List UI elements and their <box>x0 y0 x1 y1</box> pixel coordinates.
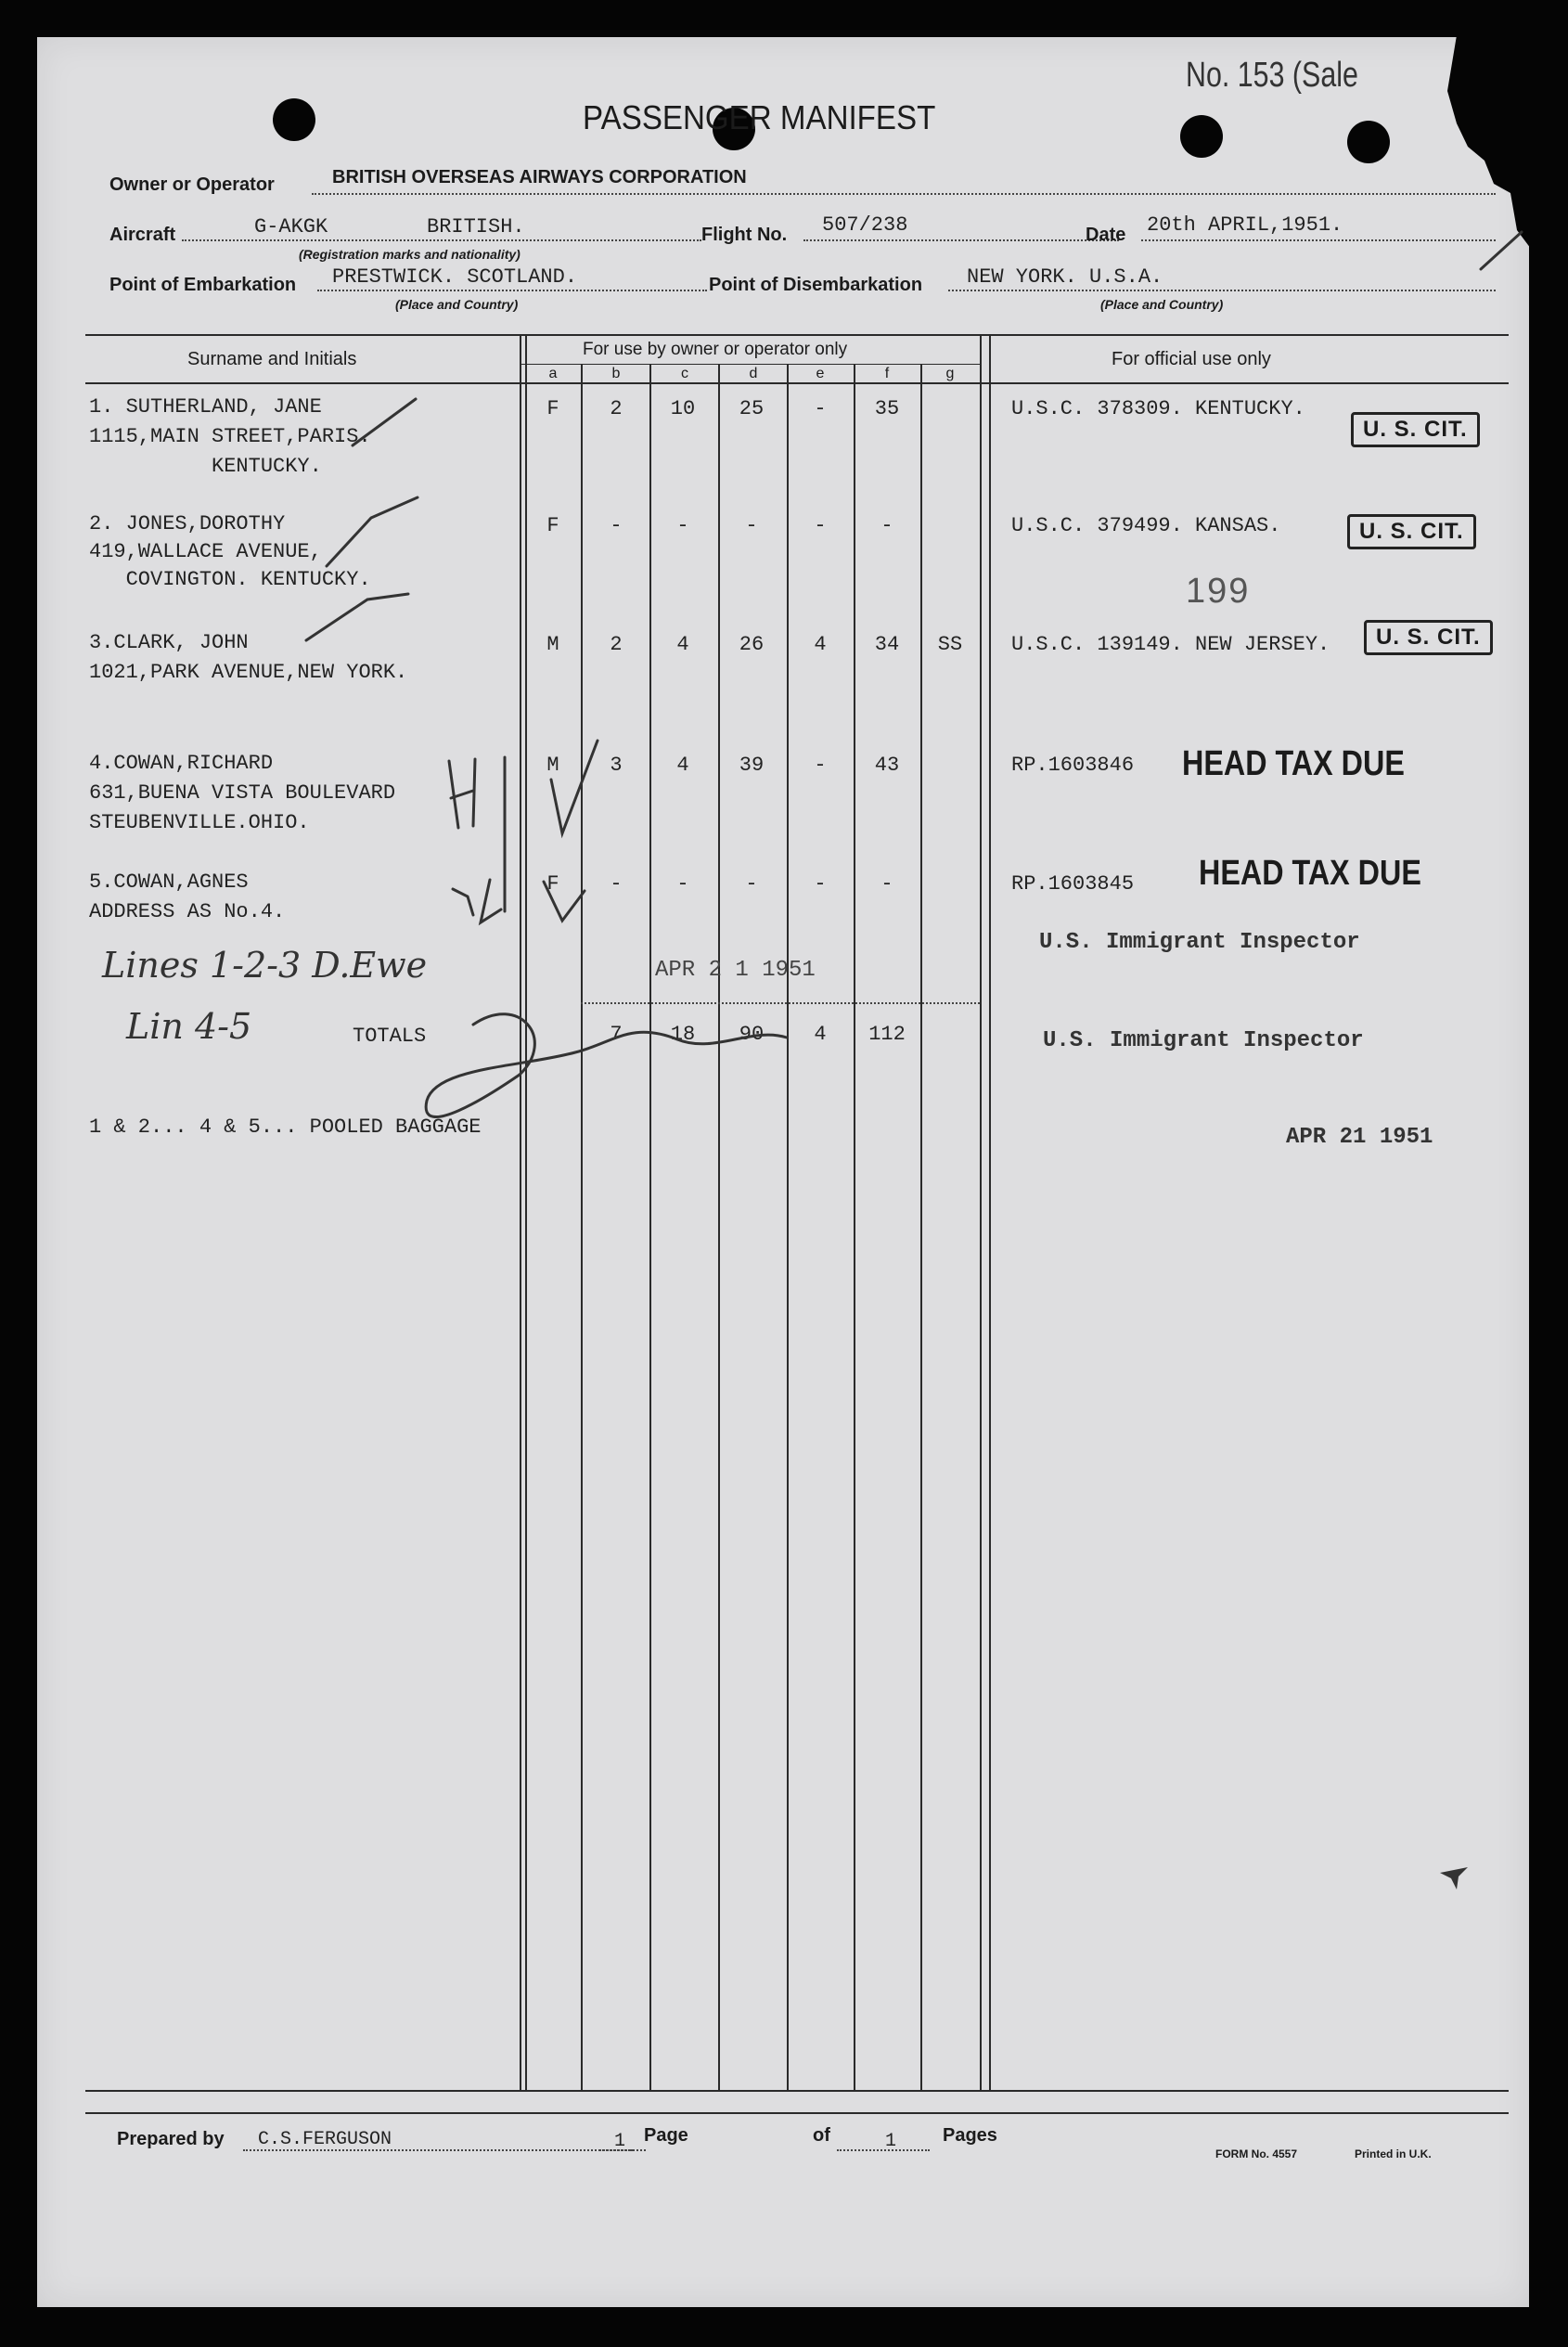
cell-c: 4 <box>676 754 689 777</box>
of-label: of <box>813 2125 830 2146</box>
passenger-line: COVINGTON. KENTUCKY. <box>89 568 371 591</box>
passenger-line: 1115,MAIN STREET,PARIS. <box>89 425 371 448</box>
cell-f: 43 <box>874 754 900 777</box>
passenger-line: 2. JONES,DOROTHY <box>89 512 286 535</box>
prepared-by-label: Prepared by <box>117 2129 225 2149</box>
cell-f: - <box>880 872 893 896</box>
cell-e: - <box>814 872 827 896</box>
cell-g: SS <box>937 633 963 656</box>
column-header-g: g <box>945 366 955 381</box>
column-header-f: f <box>884 366 890 381</box>
form-number: FORM No. 4557 <box>1215 2147 1298 2160</box>
footer-top-rule <box>85 2112 1509 2114</box>
pages-label: Pages <box>943 2125 997 2146</box>
owner-value: BRITISH OVERSEAS AIRWAYS CORPORATION <box>332 167 747 187</box>
date-stamp-center: APR 2 1 1951 <box>655 958 816 983</box>
page-number: 1 <box>614 2131 626 2152</box>
head-tax-stamp: HEAD TAX DUE <box>1182 744 1405 783</box>
aircraft-nationality: BRITISH. <box>427 215 525 239</box>
column-header-b: b <box>611 366 621 381</box>
owner-use-header: For use by owner or operator only <box>583 340 848 359</box>
passenger-line: 3.CLARK, JOHN <box>89 631 249 654</box>
cell-e: - <box>814 397 827 420</box>
official-use-header: For official use only <box>1112 349 1271 369</box>
cell-f: - <box>880 514 893 537</box>
official-entry: RP.1603846 <box>1011 754 1135 777</box>
passenger-line: 5.COWAN,AGNES <box>89 870 249 894</box>
cell-a: F <box>546 397 559 420</box>
passenger-line: 1. SUTHERLAND, JANE <box>89 395 322 419</box>
page-label: Page <box>644 2125 688 2146</box>
totals-label: TOTALS <box>353 1025 427 1048</box>
totals-d: 90 <box>739 1023 765 1046</box>
manifest-sheet <box>37 37 1529 2307</box>
handwritten-note-lines-4-5: Lin 4-5 <box>126 1006 252 1047</box>
printed-in-uk: Printed in U.K. <box>1355 2147 1432 2160</box>
cell-f: 35 <box>874 397 900 420</box>
official-entry: RP.1603845 <box>1011 872 1135 896</box>
cell-a: F <box>546 514 559 537</box>
page-title: PASSENGER MANIFEST <box>583 98 936 136</box>
cell-e: - <box>814 754 827 777</box>
cell-f: 34 <box>874 633 900 656</box>
surname-header: Surname and Initials <box>187 349 357 369</box>
flight-label: Flight No. <box>701 225 788 245</box>
number-199: 199 <box>1186 572 1251 611</box>
cell-d: - <box>745 514 758 537</box>
cell-d: 39 <box>739 754 765 777</box>
registration-note: (Registration marks and nationality) <box>299 247 521 262</box>
prepared-by-underline <box>243 2149 633 2151</box>
inspector-stamp: U.S. Immigrant Inspector <box>1039 930 1360 955</box>
embarkation-label: Point of Embarkation <box>109 275 297 295</box>
official-entry: U.S.C. 378309. KENTUCKY. <box>1011 397 1305 420</box>
cell-b: 2 <box>610 397 623 420</box>
us-citizen-stamp: U. S. CIT. <box>1364 620 1493 655</box>
column-header-e: e <box>816 366 825 381</box>
us-citizen-stamp: U. S. CIT. <box>1351 412 1480 447</box>
aircraft-label: Aircraft <box>109 225 176 245</box>
cell-c: - <box>676 872 689 896</box>
cell-c: - <box>676 514 689 537</box>
page-underline <box>599 2149 646 2151</box>
cell-c: 10 <box>670 397 696 420</box>
cell-c: 4 <box>676 633 689 656</box>
passenger-line: KENTUCKY. <box>89 455 322 478</box>
cell-b: - <box>610 872 623 896</box>
cell-e: 4 <box>814 633 827 656</box>
head-tax-stamp: HEAD TAX DUE <box>1199 854 1421 893</box>
handwritten-marks <box>37 37 1529 1197</box>
cell-b: 3 <box>610 754 623 777</box>
totals-b: 7 <box>610 1023 623 1046</box>
passenger-line: 4.COWAN,RICHARD <box>89 752 274 775</box>
ink-smudge-icon <box>1436 1865 1473 1893</box>
embarkation-note: (Place and Country) <box>395 297 519 312</box>
totals-e: 4 <box>814 1023 827 1046</box>
cell-a: M <box>546 754 559 777</box>
disembarkation-note: (Place and Country) <box>1100 297 1224 312</box>
official-entry: U.S.C. 379499. KANSAS. <box>1011 514 1281 537</box>
passenger-line: 631,BUENA VISTA BOULEVARD <box>89 781 396 805</box>
totals-f: 112 <box>868 1023 906 1046</box>
date-label: Date <box>1086 225 1126 245</box>
cell-d: 25 <box>739 397 765 420</box>
of-underline <box>837 2149 930 2151</box>
baggage-note: 1 & 2... 4 & 5... POOLED BAGGAGE <box>89 1115 482 1139</box>
official-entry: U.S.C. 139149. NEW JERSEY. <box>1011 633 1330 656</box>
disembarkation-label: Point of Disembarkation <box>709 275 923 295</box>
page-total: 1 <box>885 2131 897 2152</box>
cell-a: M <box>546 633 559 656</box>
cell-d: 26 <box>739 633 765 656</box>
cell-e: - <box>814 514 827 537</box>
flight-number: 507/238 <box>822 213 908 237</box>
cell-d: - <box>745 872 758 896</box>
column-header-a: a <box>548 366 558 381</box>
disembarkation-value: NEW YORK. U.S.A. <box>967 265 1163 289</box>
column-header-d: d <box>749 366 758 381</box>
date-value: 20th APRIL,1951. <box>1147 213 1343 237</box>
embarkation-value: PRESTWICK. SCOTLAND. <box>332 265 578 289</box>
cell-b: - <box>610 514 623 537</box>
passenger-line: 419,WALLACE AVENUE, <box>89 540 322 563</box>
date-stamp-right: APR 21 1951 <box>1286 1125 1433 1150</box>
table-bottom-rule <box>85 2090 1509 2092</box>
passenger-line: STEUBENVILLE.OHIO. <box>89 811 310 834</box>
us-citizen-stamp: U. S. CIT. <box>1347 514 1476 549</box>
inspector-stamp: U.S. Immigrant Inspector <box>1043 1028 1364 1053</box>
cell-b: 2 <box>610 633 623 656</box>
column-header-c: c <box>681 366 688 381</box>
owner-label: Owner or Operator <box>109 174 275 195</box>
totals-c: 18 <box>670 1023 696 1046</box>
aircraft-reg: G-AKGK <box>254 215 328 239</box>
passenger-line: ADDRESS AS No.4. <box>89 900 286 923</box>
handwritten-note-lines-1-3: Lines 1-2-3 D.Ewe <box>102 945 428 986</box>
passenger-line: 1021,PARK AVENUE,NEW YORK. <box>89 661 408 684</box>
prepared-by-value: C.S.FERGUSON <box>258 2129 392 2150</box>
form-number-tag: No. 153 (Sale <box>1186 56 1358 95</box>
cell-a: F <box>546 872 559 896</box>
